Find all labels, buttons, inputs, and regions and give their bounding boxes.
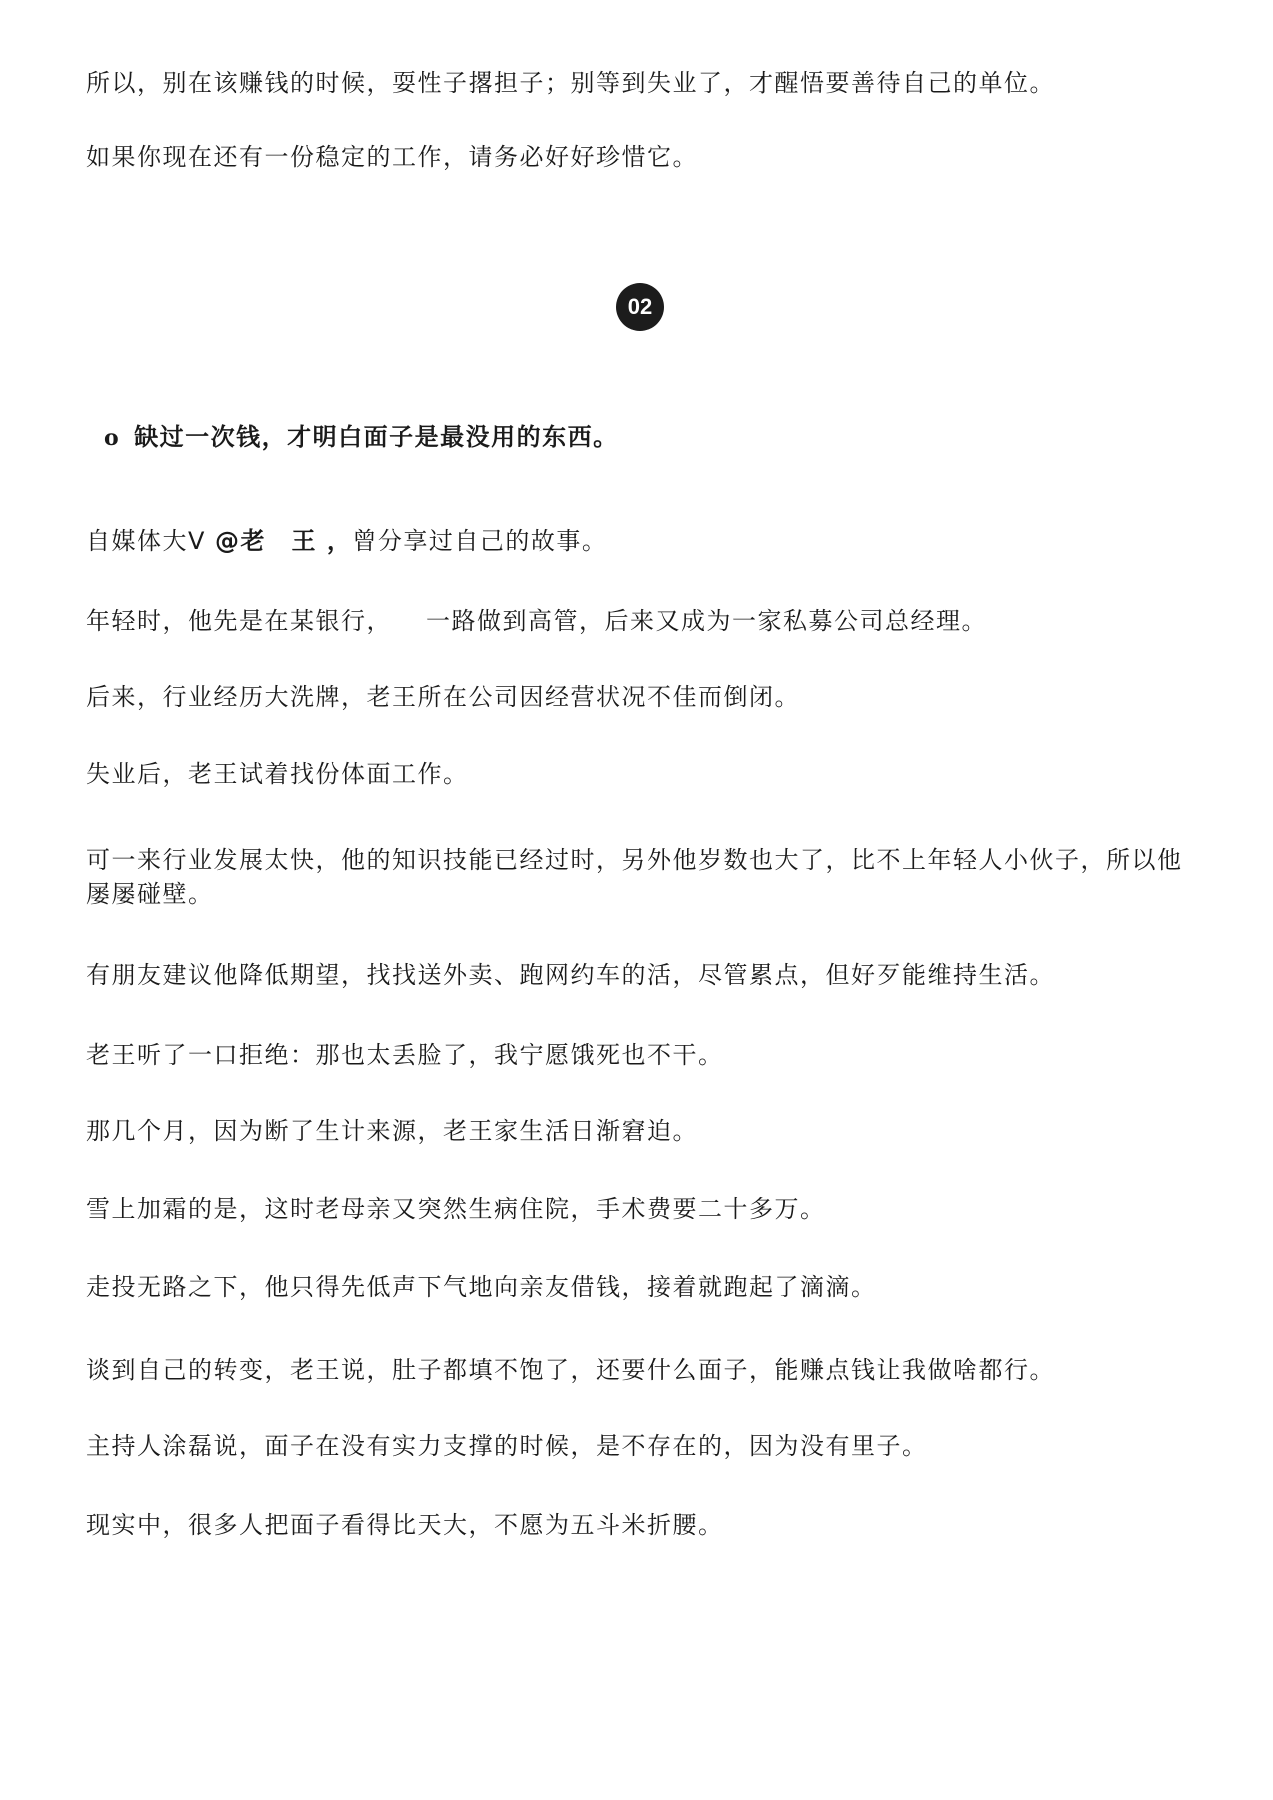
paragraph-story-12: 主持人涂磊说，面子在没有实力支撑的时候，是不存在的，因为没有里子。 xyxy=(86,1432,928,1460)
story-2-part-b: 一路做到高管，后来又成为一家私募公司总经理。 xyxy=(426,607,987,635)
section-heading-text: 缺过一次钱，才明白面子是最没用的东西。 xyxy=(134,423,619,451)
story-1-prefix: 自媒体大V xyxy=(86,527,216,555)
paragraph-story-6: 有朋友建议他降低期望，找找送外卖、跑网约车的活，尽管累点，但好歹能维持生活。 xyxy=(86,961,1055,989)
paragraph-story-2 xyxy=(86,604,987,638)
paragraph-story-3: 后来，行业经历大洗牌，老王所在公司因经营状况不佳而倒闭。 xyxy=(86,683,800,711)
paragraph-story-10: 走投无路之下，他只得先低声下气地向亲友借钱，接着就跑起了滴滴。 xyxy=(86,1273,877,1301)
paragraph-story-7: 老王听了一口拒绝：那也太丢脸了，我宁愿饿死也不干。 xyxy=(86,1041,724,1069)
paragraph-story-4: 失业后，老王试着找份体面工作。 xyxy=(86,760,469,788)
bullet-icon: o xyxy=(104,425,121,451)
paragraph-intro-2: 如果你现在还有一份稳定的工作，请务必好好珍惜它。 xyxy=(86,143,698,171)
paragraph-story-9: 雪上加霜的是，这时老母亲又突然生病住院，手术费要二十多万。 xyxy=(86,1195,826,1223)
paragraph-intro-1: 所以，别在该赚钱的时候，耍性子撂担子；别等到失业了，才醒悟要善待自己的单位。 xyxy=(86,69,1055,97)
paragraph-story-5: 可一来行业发展太快，他的知识技能已经过时，另外他岁数也大了，比不上年轻人小伙子，所以他屡屡碰壁。 xyxy=(86,846,1183,908)
author-mention: @老 王 ， xyxy=(215,527,353,555)
paragraph-story-11: 谈到自己的转变，老王说，肚子都填不饱了，还要什么面子，能赚点钱让我做啥都行。 xyxy=(86,1356,1055,1384)
paragraph-story-1 xyxy=(86,524,607,558)
section-heading xyxy=(104,420,619,455)
section-number-badge: 02 xyxy=(616,283,664,331)
story-2-part-a: 年轻时，他先是在某银行， xyxy=(86,607,392,635)
paragraph-story-13: 现实中，很多人把面子看得比天大，不愿为五斗米折腰。 xyxy=(86,1511,724,1539)
paragraph-story-8: 那几个月，因为断了生计来源，老王家生活日渐窘迫。 xyxy=(86,1117,698,1145)
story-1-suffix: 曾分享过自己的故事。 xyxy=(352,527,608,555)
